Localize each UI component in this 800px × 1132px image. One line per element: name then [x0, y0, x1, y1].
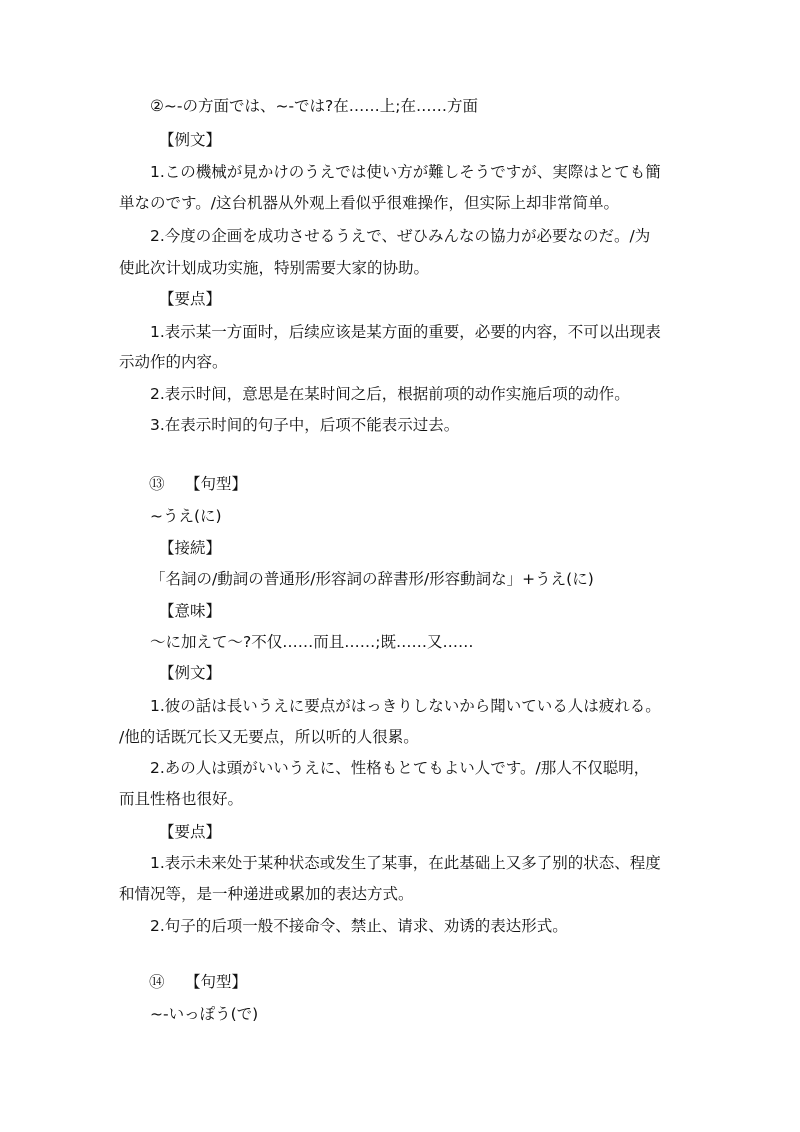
- point-text: 示动作的内容。: [119, 353, 228, 371]
- example-text: 1.この機械が見かけのうえでは使い方が難しそうですが、実際はとても簡: [150, 163, 661, 181]
- point-text: 和情况等，是一种递进或累加的表达方式。: [119, 885, 414, 903]
- meaning-text: ～に加えて～?不仅……而且……;既……又……: [150, 633, 474, 651]
- pattern-text: ~うえ(に): [150, 507, 222, 525]
- pattern-label: 【句型】: [185, 973, 248, 991]
- meaning-label: 【意味】: [159, 602, 222, 620]
- pattern-label: 【句型】: [185, 475, 248, 493]
- section-number: ⑬: [149, 475, 165, 493]
- example-text: 而且性格也很好。: [119, 790, 244, 808]
- point-text: 1.表示未来处于某种状态或发生了某事，在此基础上又多了别的状态、程度: [150, 854, 661, 872]
- example-text: 単なのです。/这台机器从外观上看似乎很难操作，但实际上却非常简单。: [119, 194, 619, 212]
- example-text: 2.今度の企画を成功させるうえで、ぜひみんなの協力が必要なのだ。/为: [150, 227, 651, 245]
- example-text: 1.彼の話は長いうえに要点がはっきりしないから聞いている人は疲れる。: [150, 697, 661, 715]
- example-label: 【例文】: [159, 664, 222, 682]
- example-text: /他的话既冗长又无要点，所以听的人很累。: [119, 728, 419, 746]
- pattern-text: ~-いっぽう(で): [150, 1005, 259, 1023]
- points-label: 【要点】: [159, 290, 222, 308]
- example-text: 使此次计划成功实施，特别需要大家的协助。: [119, 259, 430, 277]
- connection-label: 【接続】: [159, 539, 222, 557]
- connection-text: 「名詞の/動詞の普通形/形容詞の辞書形/形容動詞な」+うえ(に): [150, 570, 594, 588]
- point-text: 2.表示时间，意思是在某时间之后，根据前项的动作实施后项的动作。: [150, 385, 630, 403]
- example-text: 2.あの人は頭がいいうえに、性格もとてもよい人です。/那人不仅聪明，: [150, 759, 650, 777]
- point-text: 2.句子的后项一般不接命令、禁止、请求、劝诱的表达形式。: [150, 917, 568, 935]
- points-label: 【要点】: [159, 823, 222, 841]
- section-heading: ②~-の方面では、~-では?在……上;在……方面: [150, 97, 479, 115]
- example-label: 【例文】: [159, 131, 222, 149]
- point-text: 1.表示某一方面时，后续应该是某方面的重要，必要的内容，不可以出现表: [150, 323, 661, 341]
- section-number: ⑭: [149, 973, 165, 991]
- point-text: 3.在表示时间的句子中，后项不能表示过去。: [150, 416, 460, 434]
